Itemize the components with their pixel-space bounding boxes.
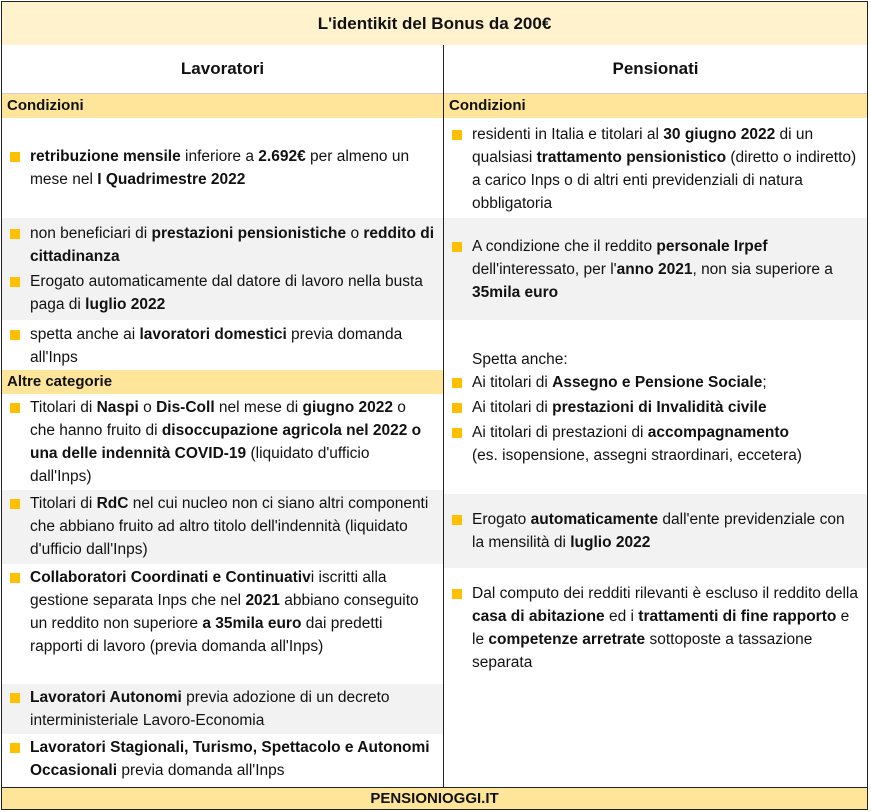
bullet-icon bbox=[10, 330, 20, 340]
also-eligible-intro: Spetta anche: bbox=[472, 350, 568, 368]
also-eligible-examples: (es. isopensione, assegni straordinari, eccetera) bbox=[472, 446, 802, 464]
pensioners-condition-residence: residenti in Italia e titolari al 30 giugno 2022 di un qualsiasi trattamento pensionistico (diretto o indiretto) a carico Inps o di altri enti previdenziali di natura obbligatoria bbox=[444, 118, 867, 218]
bullet-icon bbox=[452, 130, 462, 140]
pensioners-column bbox=[444, 45, 867, 788]
bullet-icon bbox=[452, 589, 462, 599]
bullet-icon bbox=[452, 515, 462, 525]
bullet-icon bbox=[10, 743, 20, 753]
other-naspi: Titolari di Naspi o Dis-Coll nel mese di giugno 2022 o che hanno fruito di disoccupazione agricola nel 2022 o una delle indennità COVID-19 (liquidato d'ufficio dall'Inps) bbox=[2, 394, 443, 490]
bullet-icon bbox=[10, 152, 20, 162]
pensioners-payment: Erogato automaticamente dall'ente previdenziale con la mensilità di luglio 2022 bbox=[444, 494, 867, 568]
workers-condition-group: non beneficiari di prestazioni pensionistiche o reddito di cittadinanza Erogato automaticamente dal datore di lavoro nella busta paga di luglio 2022 bbox=[2, 218, 443, 320]
page-title: L'identikit del Bonus da 200€ bbox=[2, 2, 867, 46]
workers-condition-domestic: spetta anche ai lavoratori domestici previa domanda all'Inps bbox=[2, 320, 443, 370]
pensioners-also-eligible: Spetta anche: Ai titolari di Assegno e Pensione Sociale; Ai titolari di prestazioni di Invalidità civile Ai titolari di prestazioni di accompagnamento (es. isopensione, assegni straordinari, eccetera) bbox=[444, 320, 867, 494]
pensioners-exclusions: Dal computo dei redditi rilevanti è escluso il reddito della casa di abitazione ed i trattamenti di fine rapporto e le competenze arretrate sottoposte a tassazione separata bbox=[444, 568, 867, 794]
workers-column bbox=[2, 45, 444, 788]
workers-other-heading: Altre categorie bbox=[2, 370, 443, 394]
bullet-icon bbox=[452, 403, 462, 413]
bullet-icon bbox=[10, 499, 20, 509]
bullet-icon bbox=[10, 277, 20, 287]
bullet-icon bbox=[10, 573, 20, 583]
pensioners-header: Pensionati bbox=[444, 45, 867, 94]
source-footer: PENSIONIOGGI.IT bbox=[2, 787, 867, 809]
other-autonomi: Lavoratori Autonomi previa adozione di un decreto interministeriale Lavoro-Economia bbox=[2, 684, 443, 734]
bullet-icon bbox=[452, 242, 462, 252]
workers-conditions-heading: Condizioni bbox=[2, 94, 443, 118]
bullet-icon bbox=[10, 403, 20, 413]
pensioners-condition-income: A condizione che il reddito personale Irpef dell'interessato, per l'anno 2021, non sia superiore a 35mila euro bbox=[444, 218, 867, 320]
other-stagionali: Lavoratori Stagionali, Turismo, Spettacolo e Autonomi Occasionali previa domanda all'Inps bbox=[2, 734, 443, 790]
workers-condition-income: retribuzione mensile inferiore a 2.692€ per almeno un mese nel I Quadrimestre 2022 bbox=[2, 118, 443, 218]
bullet-icon bbox=[10, 229, 20, 239]
bullet-icon bbox=[452, 428, 462, 438]
workers-header: Lavoratori bbox=[2, 45, 443, 94]
other-rdc: Titolari di RdC nel cui nucleo non ci siano altri componenti che abbiano fruito ad altro titolo dell'indennità (liquidato d'ufficio dall'Inps) bbox=[2, 490, 443, 564]
other-cococo: Collaboratori Coordinati e Continuativi iscritti alla gestione separata Inps che nel 2021 abbiano conseguito un reddito non superiore a 35mila euro dai predetti rapporti di lavoro (previa domanda all'Inps) bbox=[2, 564, 443, 684]
infographic-table bbox=[1, 1, 868, 810]
pensioners-conditions-heading: Condizioni bbox=[444, 94, 867, 118]
bullet-icon bbox=[452, 378, 462, 388]
bullet-icon bbox=[10, 693, 20, 703]
